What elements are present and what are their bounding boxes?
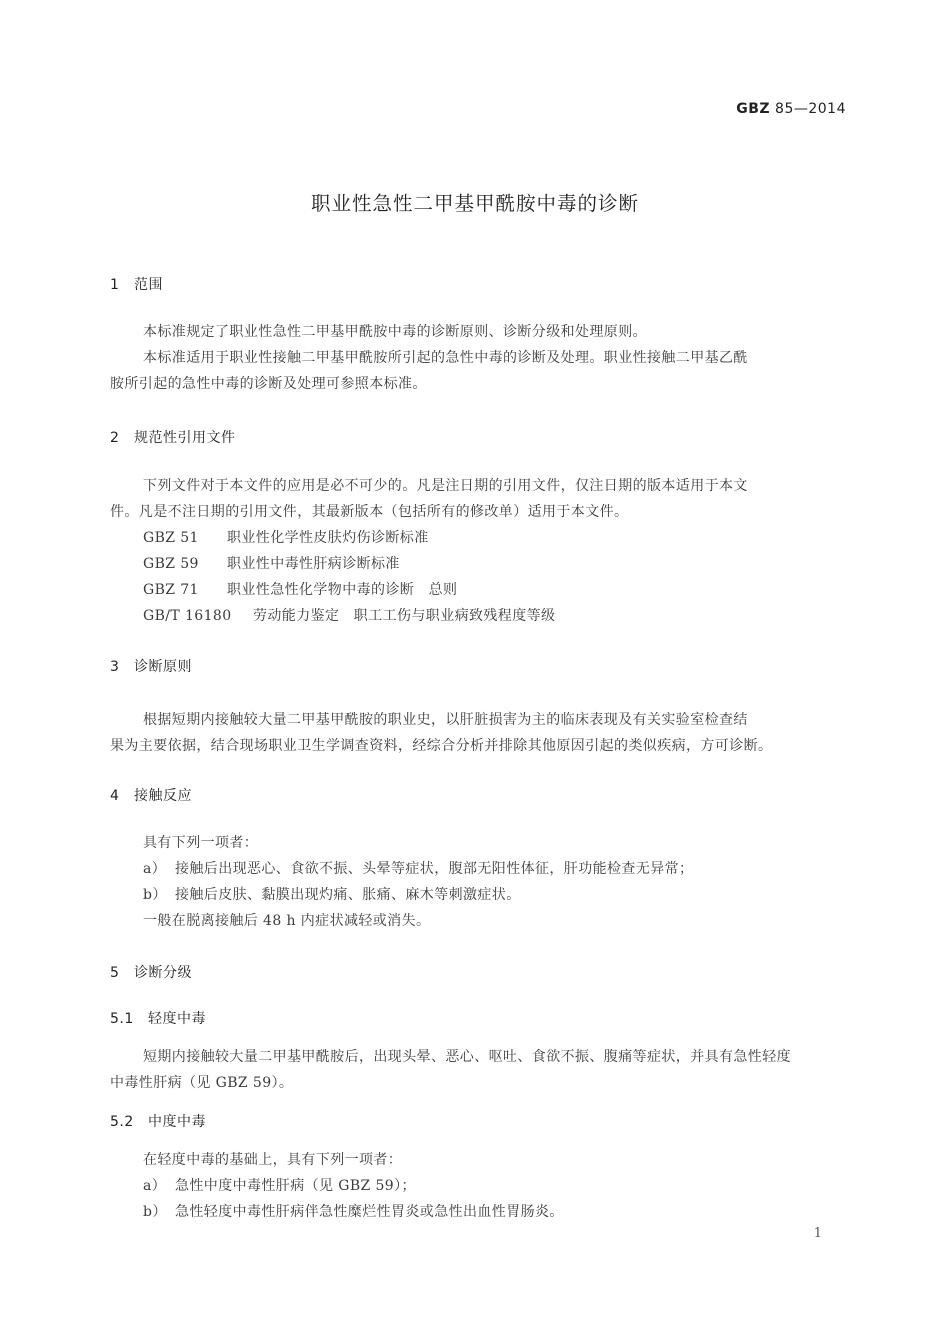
section-5-2-number: 5.2 xyxy=(110,1114,134,1130)
document-title: 职业性急性二甲基甲酰胺中毒的诊断 xyxy=(310,192,639,215)
standard-number: 85—2014 xyxy=(775,101,846,117)
list-marker: b） xyxy=(143,887,167,903)
list-marker: a） xyxy=(143,861,167,877)
paragraph-line: 件。凡是不注日期的引用文件，其最新版本（包括所有的修改单）适用于本文件。 xyxy=(110,504,629,520)
section-2-title: 规范性引用文件 xyxy=(134,430,236,446)
standard-prefix: GBZ xyxy=(736,101,771,117)
paragraph-line: 短期内接触较大量二甲基甲酰胺后，出现头晕、恶心、呕吐、食欲不振、腹痛等症状，并具有急性轻度 xyxy=(143,1049,791,1065)
reference-name: 职业性中毒性肝病诊断标准 xyxy=(227,556,400,572)
reference-code: GB/T 16180 xyxy=(143,608,232,624)
section-3-heading xyxy=(110,656,192,676)
section-4-number: 4 xyxy=(110,788,120,804)
paragraph-line: 本标准规定了职业性急性二甲基甲酰胺中毒的诊断原则、诊断分级和处理原则。 xyxy=(143,324,647,340)
reference-code: GBZ 51 xyxy=(143,530,199,546)
paragraph-line: 胺所引起的急性中毒的诊断及处理可参照本标准。 xyxy=(110,376,427,392)
paragraph-line: 根据短期内接触较大量二甲基甲酰胺的职业史，以肝脏损害为主的临床表现及有关实验室检查结 xyxy=(143,712,748,728)
reference-item xyxy=(143,553,400,573)
reference-item xyxy=(143,605,555,625)
paragraph-line: 中毒性肝病（见 GBZ 59）。 xyxy=(110,1075,294,1091)
section-5-1-title: 轻度中毒 xyxy=(148,1011,206,1027)
section-5-1-heading xyxy=(110,1008,206,1028)
section-4-title: 接触反应 xyxy=(134,788,192,804)
list-item xyxy=(143,1175,416,1195)
paragraph-line: 果为主要依据，结合现场职业卫生学调查资料，经综合分析并排除其他原因引起的类似疾病，方可诊断。 xyxy=(110,738,773,754)
section-5-1-number: 5.1 xyxy=(110,1011,134,1027)
standard-code xyxy=(736,101,846,117)
section-1-heading xyxy=(110,274,163,294)
section-3-title: 诊断原则 xyxy=(134,659,192,675)
list-text: 急性轻度中毒性肝病伴急性糜烂性胃炎或急性出血性胃肠炎。 xyxy=(175,1204,564,1220)
reference-code: GBZ 59 xyxy=(143,556,199,572)
section-5-2-title: 中度中毒 xyxy=(148,1114,206,1130)
paragraph-line: 下列文件对于本文件的应用是必不可少的。凡是注日期的引用文件，仅注日期的版本适用于本文 xyxy=(143,478,748,494)
list-item xyxy=(143,884,521,904)
paragraph-line: 在轻度中毒的基础上，具有下列一项者： xyxy=(143,1152,403,1168)
reference-name: 职业性急性化学物中毒的诊断 总则 xyxy=(227,582,458,598)
list-text: 接触后出现恶心、食欲不振、头晕等症状，腹部无阳性体征，肝功能检查无异常； xyxy=(175,861,694,877)
section-3-number: 3 xyxy=(110,659,120,675)
section-5-title: 诊断分级 xyxy=(134,965,192,981)
reference-name: 劳动能力鉴定 职工工伤与职业病致残程度等级 xyxy=(253,608,556,624)
paragraph-line: 具有下列一项者： xyxy=(143,835,259,851)
list-text: 接触后皮肤、黏膜出现灼痛、胀痛、麻木等刺激症状。 xyxy=(175,887,521,903)
list-text: 急性中度中毒性肝病（见 GBZ 59）； xyxy=(175,1178,416,1194)
reference-item xyxy=(143,579,457,599)
paragraph-line: 本标准适用于职业性接触二甲基甲酰胺所引起的急性中毒的诊断及处理。职业性接触二甲基乙酰 xyxy=(143,350,748,366)
section-5-number: 5 xyxy=(110,965,120,981)
reference-name: 职业性化学性皮肤灼伤诊断标准 xyxy=(227,530,429,546)
section-1-title: 范围 xyxy=(134,277,163,293)
list-item xyxy=(143,858,693,878)
reference-code: GBZ 71 xyxy=(143,582,199,598)
reference-item xyxy=(143,527,429,547)
list-marker: a） xyxy=(143,1178,167,1194)
list-marker: b） xyxy=(143,1204,167,1220)
list-item xyxy=(143,1201,564,1221)
section-1-number: 1 xyxy=(110,277,120,293)
section-2-heading xyxy=(110,427,236,447)
section-5-heading xyxy=(110,962,192,982)
section-2-number: 2 xyxy=(110,430,120,446)
section-4-heading xyxy=(110,785,192,805)
section-5-2-heading xyxy=(110,1111,206,1131)
page-number: 1 xyxy=(813,1226,822,1241)
paragraph-line: 一般在脱离接触后 48 h 内症状减轻或消失。 xyxy=(143,913,431,929)
